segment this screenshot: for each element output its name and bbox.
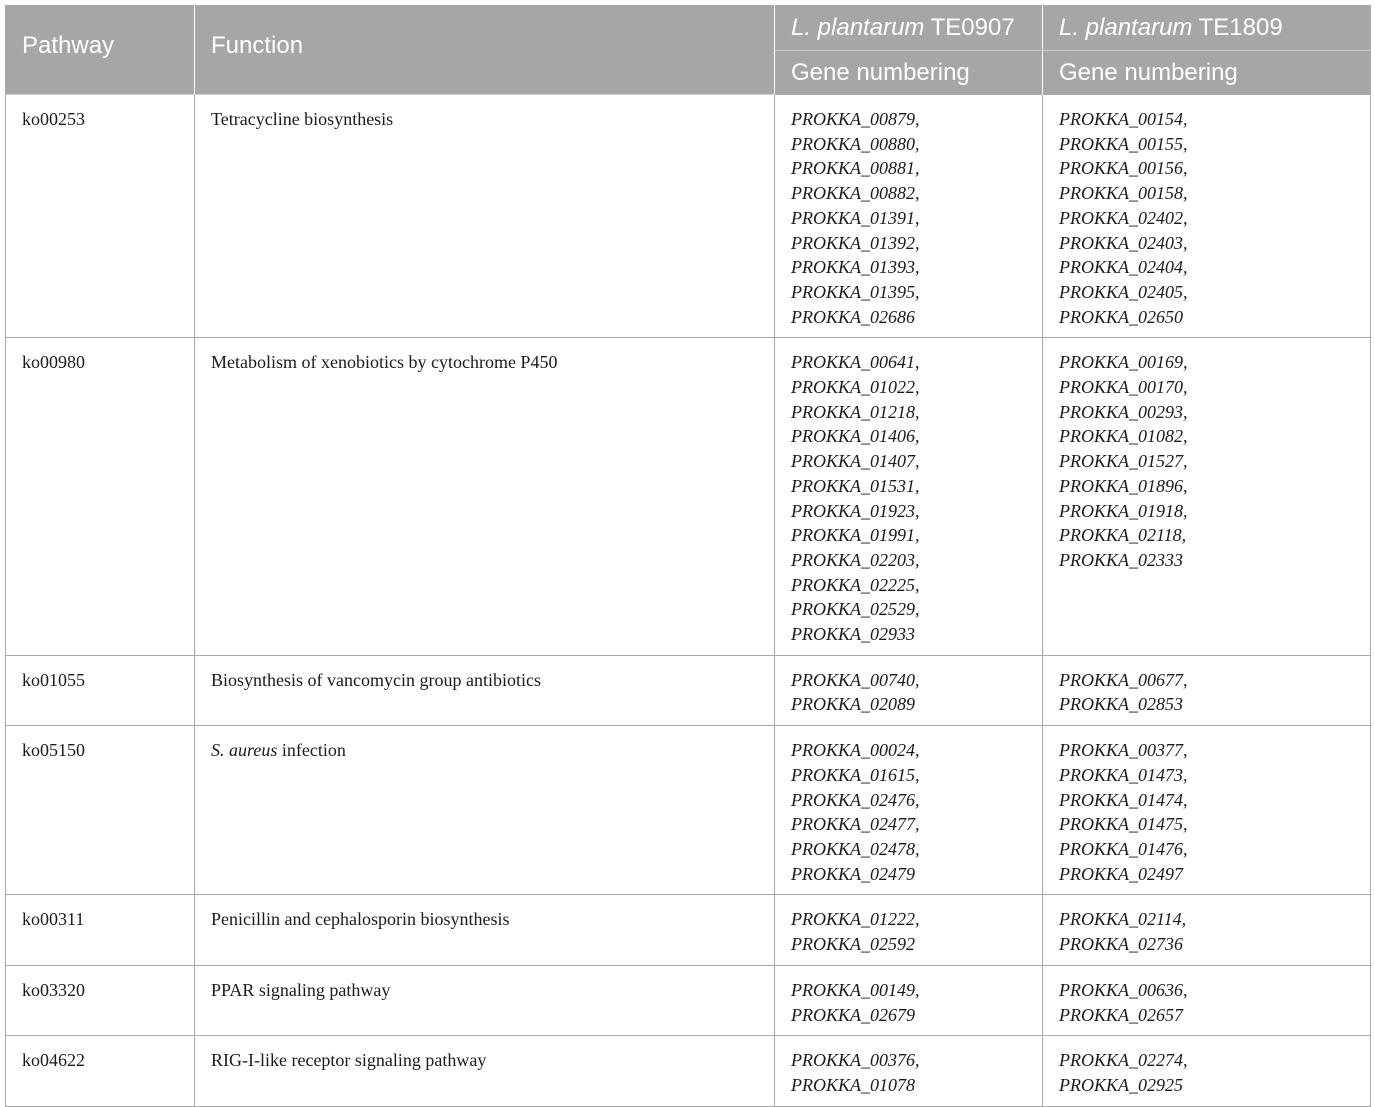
gene-id: PROKKA_02225, bbox=[791, 574, 920, 595]
gene-id: PROKKA_02333 bbox=[1059, 549, 1183, 570]
genes-te0907-cell bbox=[775, 965, 1043, 1035]
function-cell bbox=[195, 338, 775, 655]
pathway-cell: ko03320 bbox=[6, 965, 195, 1035]
gene-id: PROKKA_02736 bbox=[1059, 934, 1183, 955]
genes-te0907-cell bbox=[775, 95, 1043, 338]
col-header-pathway: Pathway bbox=[6, 6, 195, 95]
gene-id: PROKKA_01222, bbox=[791, 909, 920, 930]
genes-te1809-cell bbox=[1043, 338, 1371, 655]
gene-id: PROKKA_01475, bbox=[1059, 814, 1188, 835]
gene-id: PROKKA_00158, bbox=[1059, 183, 1188, 204]
gene-id: PROKKA_00170, bbox=[1059, 377, 1188, 398]
gene-id: PROKKA_02650 bbox=[1059, 306, 1183, 327]
gene-id: PROKKA_00740, bbox=[791, 669, 920, 690]
gene-id: PROKKA_01022, bbox=[791, 377, 920, 398]
subheader-gene-numbering-2: Gene numbering bbox=[1043, 51, 1371, 95]
gene-id: PROKKA_00149, bbox=[791, 979, 920, 1000]
gene-id: PROKKA_01218, bbox=[791, 401, 920, 422]
gene-id: PROKKA_02118, bbox=[1059, 525, 1187, 546]
gene-id: PROKKA_01474, bbox=[1059, 789, 1188, 810]
table-row bbox=[6, 726, 1371, 895]
species-name: L. plantarum bbox=[1059, 14, 1193, 41]
gene-id: PROKKA_01476, bbox=[1059, 838, 1188, 859]
genes-te1809-cell bbox=[1043, 965, 1371, 1035]
gene-id: PROKKA_02925 bbox=[1059, 1074, 1183, 1095]
gene-id: PROKKA_02477, bbox=[791, 814, 920, 835]
gene-id: PROKKA_01531, bbox=[791, 475, 920, 496]
function-cell bbox=[195, 965, 775, 1035]
gene-id: PROKKA_00677, bbox=[1059, 669, 1188, 690]
gene-id: PROKKA_00169, bbox=[1059, 352, 1188, 373]
gene-id: PROKKA_01395, bbox=[791, 281, 920, 302]
gene-id: PROKKA_02592 bbox=[791, 934, 915, 955]
genes-te0907-cell bbox=[775, 338, 1043, 655]
gene-id: PROKKA_00293, bbox=[1059, 401, 1188, 422]
gene-id: PROKKA_02479 bbox=[791, 863, 915, 884]
gene-id: PROKKA_01407, bbox=[791, 451, 920, 472]
function-cell bbox=[195, 1036, 775, 1106]
gene-id: PROKKA_00155, bbox=[1059, 133, 1188, 154]
species-name: L. plantarum bbox=[791, 14, 925, 41]
gene-id: PROKKA_01473, bbox=[1059, 764, 1188, 785]
gene-id: PROKKA_02203, bbox=[791, 549, 920, 570]
gene-id: PROKKA_02853 bbox=[1059, 694, 1183, 715]
pathway-cell: ko05150 bbox=[6, 726, 195, 895]
gene-id: PROKKA_01078 bbox=[791, 1074, 915, 1095]
gene-id: PROKKA_02529, bbox=[791, 599, 920, 620]
gene-id: PROKKA_02114, bbox=[1059, 909, 1187, 930]
subheader-gene-numbering-1: Gene numbering bbox=[775, 51, 1043, 95]
gene-id: PROKKA_00024, bbox=[791, 740, 920, 761]
table-row bbox=[6, 338, 1371, 655]
pathway-cell: ko01055 bbox=[6, 655, 195, 725]
table-header bbox=[6, 6, 1371, 95]
gene-id: PROKKA_02478, bbox=[791, 838, 920, 859]
gene-id: PROKKA_00881, bbox=[791, 158, 920, 179]
function-text: infection bbox=[277, 740, 346, 761]
gene-id: PROKKA_02657 bbox=[1059, 1004, 1183, 1025]
gene-table bbox=[5, 5, 1371, 1107]
gene-id: PROKKA_00641, bbox=[791, 352, 920, 373]
table-row bbox=[6, 965, 1371, 1035]
function-text: Penicillin and cephalosporin biosynthesis bbox=[211, 909, 510, 930]
pathway-cell: ko00311 bbox=[6, 895, 195, 965]
function-cell bbox=[195, 95, 775, 338]
genes-te0907-cell bbox=[775, 895, 1043, 965]
gene-id: PROKKA_00154, bbox=[1059, 109, 1188, 129]
genes-te1809-cell bbox=[1043, 726, 1371, 895]
gene-id: PROKKA_00156, bbox=[1059, 158, 1188, 179]
strain-id: TE1809 bbox=[1192, 14, 1283, 41]
gene-id: PROKKA_02933 bbox=[791, 624, 915, 645]
function-cell bbox=[195, 655, 775, 725]
col-header-function: Function bbox=[195, 6, 775, 95]
gene-id: PROKKA_02402, bbox=[1059, 207, 1188, 228]
function-cell bbox=[195, 726, 775, 895]
table-body bbox=[6, 95, 1371, 1107]
table-row bbox=[6, 655, 1371, 725]
gene-id: PROKKA_01406, bbox=[791, 426, 920, 447]
gene-id: PROKKA_01923, bbox=[791, 500, 920, 521]
function-text: Biosynthesis of vancomycin group antibiotics bbox=[211, 669, 541, 690]
gene-id: PROKKA_00376, bbox=[791, 1050, 920, 1071]
gene-id: PROKKA_02404, bbox=[1059, 257, 1188, 278]
gene-id: PROKKA_00882, bbox=[791, 183, 920, 204]
gene-id: PROKKA_01527, bbox=[1059, 451, 1188, 472]
function-text: Metabolism of xenobiotics by cytochrome P450 bbox=[211, 352, 558, 373]
gene-id: PROKKA_02403, bbox=[1059, 232, 1188, 253]
gene-id: PROKKA_00880, bbox=[791, 133, 920, 154]
gene-id: PROKKA_02679 bbox=[791, 1004, 915, 1025]
genes-te1809-cell bbox=[1043, 1036, 1371, 1106]
gene-id: PROKKA_01615, bbox=[791, 764, 920, 785]
table-row bbox=[6, 895, 1371, 965]
genes-te1809-cell bbox=[1043, 895, 1371, 965]
genes-te0907-cell bbox=[775, 1036, 1043, 1106]
pathway-cell: ko04622 bbox=[6, 1036, 195, 1106]
gene-id: PROKKA_01896, bbox=[1059, 475, 1188, 496]
table-row bbox=[6, 1036, 1371, 1106]
genes-te0907-cell bbox=[775, 655, 1043, 725]
gene-id: PROKKA_01991, bbox=[791, 525, 920, 546]
gene-id: PROKKA_00377, bbox=[1059, 740, 1188, 761]
pathway-cell: ko00980 bbox=[6, 338, 195, 655]
gene-id: PROKKA_02497 bbox=[1059, 863, 1183, 884]
genes-te0907-cell bbox=[775, 726, 1043, 895]
gene-id: PROKKA_02089 bbox=[791, 694, 915, 715]
function-text: RIG-I-like receptor signaling pathway bbox=[211, 1050, 487, 1071]
gene-id: PROKKA_01393, bbox=[791, 257, 920, 278]
gene-id: PROKKA_01082, bbox=[1059, 426, 1188, 447]
gene-id: PROKKA_02686 bbox=[791, 306, 915, 327]
gene-id: PROKKA_02476, bbox=[791, 789, 920, 810]
function-text: PPAR signaling pathway bbox=[211, 979, 391, 1000]
gene-id: PROKKA_01392, bbox=[791, 232, 920, 253]
pathway-cell: ko00253 bbox=[6, 95, 195, 338]
col-header-strain-te0907 bbox=[775, 6, 1043, 51]
gene-id: PROKKA_00636, bbox=[1059, 979, 1188, 1000]
strain-id: TE0907 bbox=[924, 14, 1015, 41]
gene-id: PROKKA_02274, bbox=[1059, 1050, 1188, 1071]
function-text: Tetracycline biosynthesis bbox=[211, 109, 394, 129]
genes-te1809-cell bbox=[1043, 95, 1371, 338]
gene-id: PROKKA_01918, bbox=[1059, 500, 1188, 521]
gene-id: PROKKA_00879, bbox=[791, 109, 920, 129]
table-row bbox=[6, 95, 1371, 338]
gene-id: PROKKA_01391, bbox=[791, 207, 920, 228]
function-cell bbox=[195, 895, 775, 965]
genes-te1809-cell bbox=[1043, 655, 1371, 725]
species-name: S. aureus bbox=[211, 740, 278, 761]
col-header-strain-te1809 bbox=[1043, 6, 1371, 51]
gene-id: PROKKA_02405, bbox=[1059, 281, 1188, 302]
